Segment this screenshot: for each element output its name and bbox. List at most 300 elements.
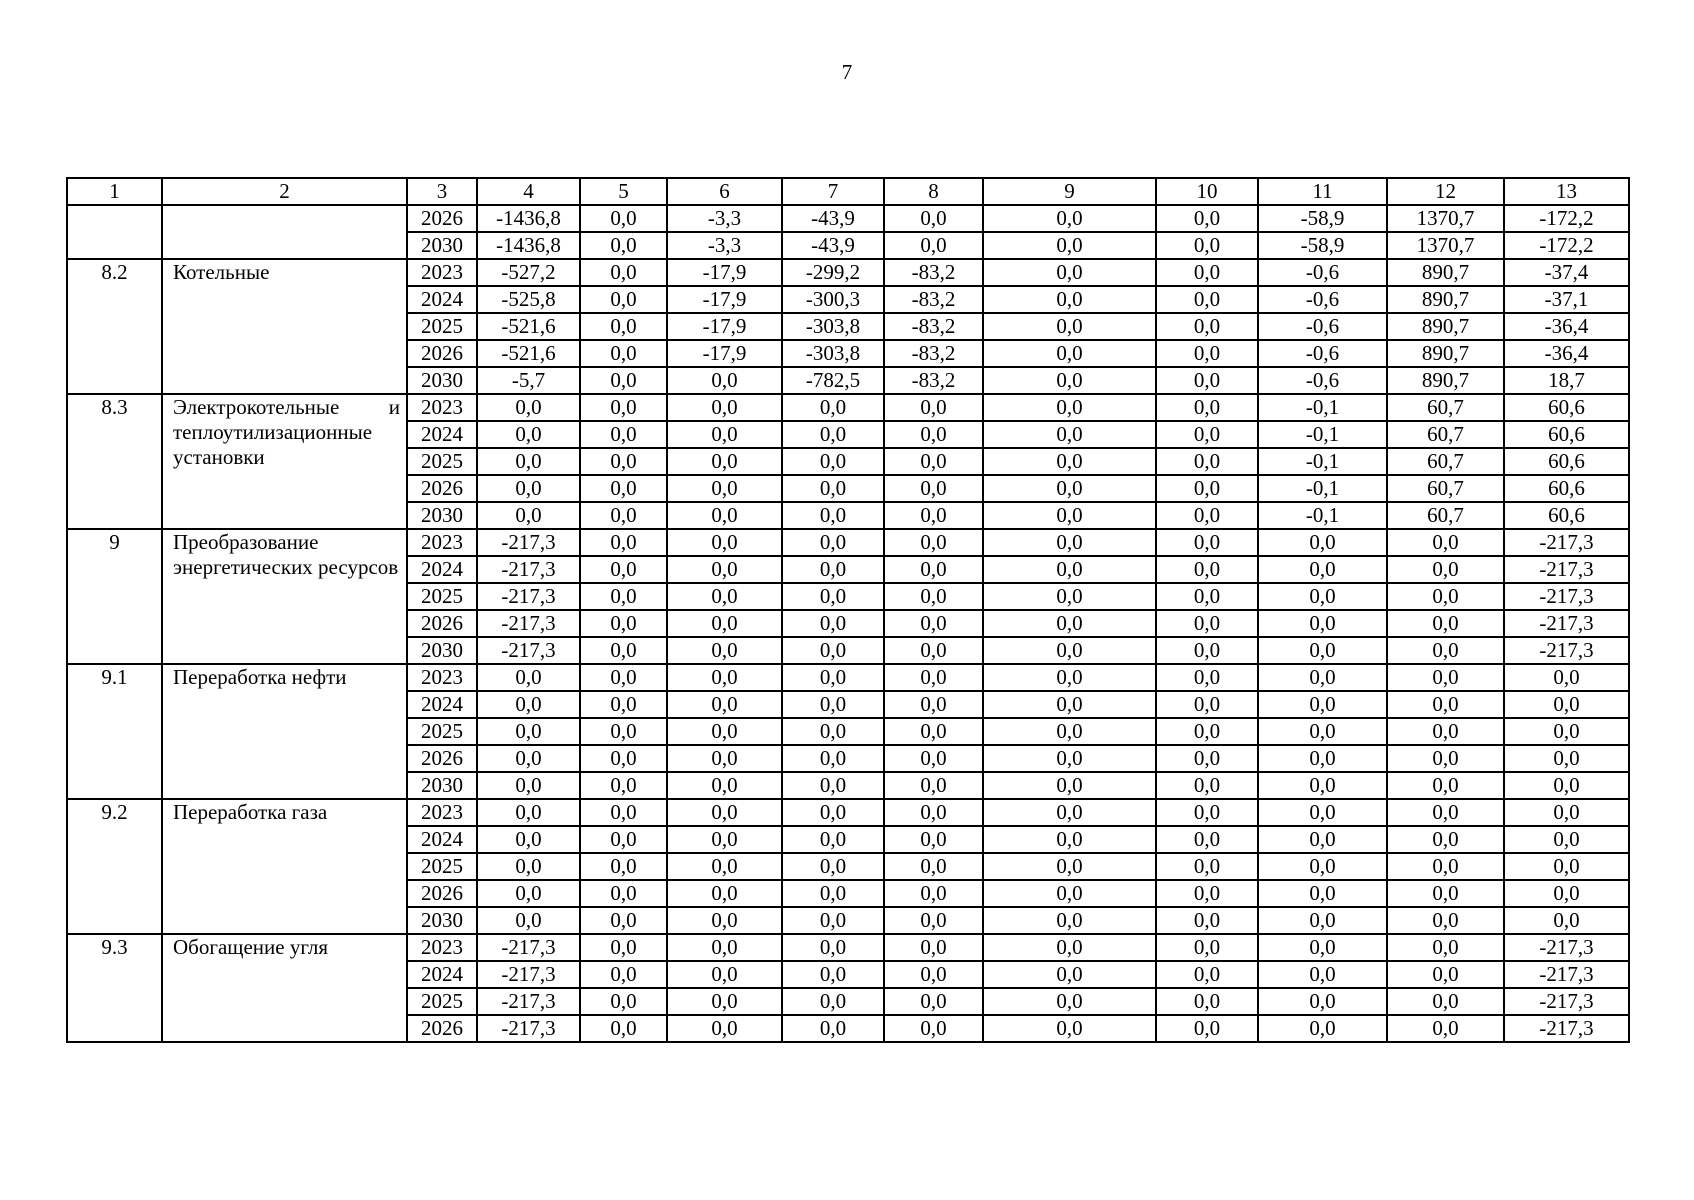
value-cell: 0,0 (782, 799, 884, 826)
value-cell: 0,0 (1258, 745, 1387, 772)
year-cell: 2025 (407, 448, 477, 475)
value-cell: 0,0 (1387, 1015, 1504, 1042)
value-cell: -0,1 (1258, 475, 1387, 502)
value-cell: -43,9 (782, 232, 884, 259)
value-cell: 0,0 (884, 907, 983, 934)
value-cell: 0,0 (1504, 772, 1629, 799)
value-cell: 0,0 (983, 286, 1156, 313)
value-cell: 0,0 (1258, 826, 1387, 853)
value-cell: -37,1 (1504, 286, 1629, 313)
value-cell: 0,0 (667, 880, 782, 907)
row-code (67, 205, 162, 259)
value-cell: 0,0 (1387, 691, 1504, 718)
value-cell: 0,0 (1504, 664, 1629, 691)
value-cell: 0,0 (782, 907, 884, 934)
value-cell: 0,0 (477, 772, 580, 799)
value-cell: -58,9 (1258, 205, 1387, 232)
row-name: Преобразование энергетических ресурсов (162, 529, 407, 664)
value-cell: 0,0 (884, 691, 983, 718)
value-cell: 0,0 (1504, 718, 1629, 745)
value-cell: 0,0 (1156, 961, 1258, 988)
value-cell: 0,0 (580, 934, 667, 961)
value-cell: -83,2 (884, 367, 983, 394)
value-cell: -17,9 (667, 259, 782, 286)
column-number-header: 4 (477, 178, 580, 205)
row-code: 9.1 (67, 664, 162, 799)
year-cell: 2024 (407, 826, 477, 853)
value-cell: -782,5 (782, 367, 884, 394)
column-number-header: 3 (407, 178, 477, 205)
value-cell: -1436,8 (477, 232, 580, 259)
value-cell: 0,0 (667, 664, 782, 691)
value-cell: -0,6 (1258, 340, 1387, 367)
value-cell: 60,7 (1387, 502, 1504, 529)
value-cell: 0,0 (1387, 961, 1504, 988)
value-cell: 0,0 (667, 745, 782, 772)
value-cell: 0,0 (983, 367, 1156, 394)
year-cell: 2025 (407, 718, 477, 745)
value-cell: 0,0 (884, 637, 983, 664)
value-cell: 0,0 (1156, 313, 1258, 340)
value-cell: 0,0 (580, 799, 667, 826)
value-cell: 0,0 (884, 394, 983, 421)
value-cell: 0,0 (983, 610, 1156, 637)
value-cell: 0,0 (983, 583, 1156, 610)
value-cell: 0,0 (1156, 826, 1258, 853)
value-cell: -83,2 (884, 313, 983, 340)
row-name: Переработка нефти (162, 664, 407, 799)
value-cell: 0,0 (1504, 691, 1629, 718)
value-cell: -58,9 (1258, 232, 1387, 259)
year-cell: 2030 (407, 502, 477, 529)
value-cell: 60,7 (1387, 421, 1504, 448)
value-cell: 0,0 (580, 286, 667, 313)
value-cell: 0,0 (983, 556, 1156, 583)
value-cell: 0,0 (1156, 718, 1258, 745)
value-cell: 0,0 (667, 529, 782, 556)
value-cell: 0,0 (983, 394, 1156, 421)
value-cell: 0,0 (983, 988, 1156, 1015)
value-cell: 0,0 (884, 529, 983, 556)
value-cell: 0,0 (580, 880, 667, 907)
value-cell: 0,0 (580, 232, 667, 259)
value-cell: 0,0 (884, 475, 983, 502)
value-cell: 0,0 (580, 745, 667, 772)
year-cell: 2026 (407, 205, 477, 232)
value-cell: 0,0 (580, 961, 667, 988)
value-cell: -217,3 (1504, 934, 1629, 961)
value-cell: 0,0 (580, 718, 667, 745)
value-cell: 0,0 (782, 664, 884, 691)
row-name (162, 205, 407, 259)
value-cell: 0,0 (983, 205, 1156, 232)
column-number-header: 10 (1156, 178, 1258, 205)
value-cell: 0,0 (782, 610, 884, 637)
value-cell: 0,0 (782, 880, 884, 907)
table-row (67, 799, 1629, 826)
value-cell: 0,0 (1156, 259, 1258, 286)
value-cell: 0,0 (667, 691, 782, 718)
value-cell: 0,0 (477, 745, 580, 772)
value-cell: 0,0 (1156, 529, 1258, 556)
year-cell: 2030 (407, 637, 477, 664)
table-row (67, 205, 1629, 232)
value-cell: 0,0 (580, 205, 667, 232)
row-code: 8.3 (67, 394, 162, 529)
value-cell: 0,0 (1156, 556, 1258, 583)
year-cell: 2026 (407, 1015, 477, 1042)
value-cell: 60,6 (1504, 448, 1629, 475)
value-cell: 0,0 (884, 799, 983, 826)
value-cell: 0,0 (667, 1015, 782, 1042)
value-cell: 0,0 (1387, 826, 1504, 853)
value-cell: 0,0 (1387, 907, 1504, 934)
value-cell: 60,6 (1504, 394, 1629, 421)
value-cell: 0,0 (782, 772, 884, 799)
value-cell: 0,0 (1156, 502, 1258, 529)
value-cell: 0,0 (580, 1015, 667, 1042)
value-cell: 0,0 (580, 637, 667, 664)
value-cell: 0,0 (782, 583, 884, 610)
value-cell: 0,0 (1387, 799, 1504, 826)
value-cell: 0,0 (580, 664, 667, 691)
value-cell: 0,0 (1156, 745, 1258, 772)
year-cell: 2025 (407, 853, 477, 880)
value-cell: 0,0 (1258, 880, 1387, 907)
value-cell: 0,0 (884, 718, 983, 745)
energy-balance-table (66, 177, 1630, 1043)
value-cell: 0,0 (1156, 421, 1258, 448)
year-cell: 2023 (407, 529, 477, 556)
value-cell: 0,0 (1258, 853, 1387, 880)
value-cell: -0,6 (1258, 313, 1387, 340)
value-cell: 0,0 (667, 610, 782, 637)
value-cell: 0,0 (884, 988, 983, 1015)
value-cell: 0,0 (884, 961, 983, 988)
value-cell: 0,0 (884, 745, 983, 772)
value-cell: 0,0 (667, 637, 782, 664)
value-cell: 0,0 (667, 961, 782, 988)
value-cell: 890,7 (1387, 313, 1504, 340)
value-cell: 0,0 (983, 772, 1156, 799)
value-cell: 0,0 (983, 718, 1156, 745)
value-cell: -217,3 (1504, 556, 1629, 583)
value-cell: 0,0 (667, 556, 782, 583)
value-cell: 0,0 (884, 880, 983, 907)
value-cell: 0,0 (884, 934, 983, 961)
value-cell: 0,0 (983, 826, 1156, 853)
value-cell: 0,0 (477, 448, 580, 475)
value-cell: 0,0 (580, 475, 667, 502)
value-cell: 0,0 (667, 853, 782, 880)
value-cell: 0,0 (477, 853, 580, 880)
value-cell: -521,6 (477, 340, 580, 367)
value-cell: -217,3 (1504, 961, 1629, 988)
value-cell: 0,0 (983, 853, 1156, 880)
value-cell: -172,2 (1504, 205, 1629, 232)
value-cell: 0,0 (580, 853, 667, 880)
value-cell: 0,0 (782, 448, 884, 475)
column-number-header: 1 (67, 178, 162, 205)
year-cell: 2025 (407, 988, 477, 1015)
year-cell: 2023 (407, 664, 477, 691)
value-cell: 0,0 (884, 853, 983, 880)
value-cell: 0,0 (1156, 583, 1258, 610)
value-cell: 0,0 (1156, 286, 1258, 313)
value-cell: 0,0 (1258, 556, 1387, 583)
value-cell: -300,3 (782, 286, 884, 313)
value-cell: 0,0 (1258, 637, 1387, 664)
value-cell: -217,3 (477, 961, 580, 988)
value-cell: 60,7 (1387, 448, 1504, 475)
value-cell: 0,0 (1156, 205, 1258, 232)
value-cell: 60,6 (1504, 421, 1629, 448)
value-cell: -17,9 (667, 286, 782, 313)
value-cell: 0,0 (983, 259, 1156, 286)
value-cell: 60,6 (1504, 502, 1629, 529)
value-cell: 0,0 (1156, 880, 1258, 907)
value-cell: 0,0 (477, 880, 580, 907)
value-cell: 0,0 (983, 961, 1156, 988)
value-cell: 0,0 (1504, 826, 1629, 853)
value-cell: 0,0 (782, 394, 884, 421)
value-cell: -303,8 (782, 340, 884, 367)
value-cell: 0,0 (884, 556, 983, 583)
value-cell: 0,0 (580, 448, 667, 475)
value-cell: 0,0 (580, 556, 667, 583)
value-cell: 0,0 (1387, 610, 1504, 637)
year-cell: 2026 (407, 475, 477, 502)
value-cell: 0,0 (983, 529, 1156, 556)
year-cell: 2030 (407, 907, 477, 934)
value-cell: 0,0 (580, 340, 667, 367)
year-cell: 2023 (407, 394, 477, 421)
value-cell: 0,0 (580, 421, 667, 448)
value-cell: 0,0 (667, 988, 782, 1015)
table-body (67, 178, 1629, 1042)
value-cell: 0,0 (1504, 880, 1629, 907)
value-cell: -217,3 (1504, 988, 1629, 1015)
value-cell: 0,0 (1387, 853, 1504, 880)
value-cell: 0,0 (1258, 529, 1387, 556)
value-cell: 0,0 (477, 907, 580, 934)
value-cell: 0,0 (1156, 691, 1258, 718)
value-cell: 0,0 (884, 583, 983, 610)
value-cell: 0,0 (580, 259, 667, 286)
value-cell: 0,0 (1258, 664, 1387, 691)
row-name: Переработка газа (162, 799, 407, 934)
value-cell: 0,0 (667, 583, 782, 610)
value-cell: 0,0 (580, 394, 667, 421)
column-number-header: 12 (1387, 178, 1504, 205)
value-cell: 0,0 (1504, 853, 1629, 880)
value-cell: 0,0 (983, 691, 1156, 718)
value-cell: 0,0 (983, 664, 1156, 691)
value-cell: -0,1 (1258, 421, 1387, 448)
value-cell: 0,0 (884, 232, 983, 259)
column-number-header: 2 (162, 178, 407, 205)
value-cell: 0,0 (884, 664, 983, 691)
value-cell: -217,3 (477, 610, 580, 637)
value-cell: 0,0 (477, 826, 580, 853)
value-cell: 0,0 (884, 205, 983, 232)
value-cell: 0,0 (667, 934, 782, 961)
value-cell: 0,0 (1258, 1015, 1387, 1042)
value-cell: 0,0 (1387, 583, 1504, 610)
value-cell: 0,0 (782, 421, 884, 448)
column-number-header: 9 (983, 178, 1156, 205)
value-cell: -217,3 (477, 556, 580, 583)
value-cell: 0,0 (1387, 934, 1504, 961)
value-cell: 0,0 (983, 1015, 1156, 1042)
value-cell: 0,0 (1258, 934, 1387, 961)
value-cell: 0,0 (782, 502, 884, 529)
value-cell: 0,0 (1258, 988, 1387, 1015)
value-cell: 0,0 (580, 529, 667, 556)
value-cell: 0,0 (983, 799, 1156, 826)
value-cell: 0,0 (477, 718, 580, 745)
value-cell: -217,3 (477, 988, 580, 1015)
value-cell: -43,9 (782, 205, 884, 232)
value-cell: 0,0 (884, 826, 983, 853)
value-cell: 0,0 (782, 529, 884, 556)
value-cell: 0,0 (1156, 988, 1258, 1015)
year-cell: 2024 (407, 556, 477, 583)
value-cell: 0,0 (667, 799, 782, 826)
value-cell: 0,0 (983, 340, 1156, 367)
value-cell: -36,4 (1504, 313, 1629, 340)
column-number-header: 7 (782, 178, 884, 205)
table-row (67, 934, 1629, 961)
value-cell: -217,3 (477, 934, 580, 961)
value-cell: 0,0 (1504, 799, 1629, 826)
value-cell: -217,3 (477, 637, 580, 664)
value-cell: -217,3 (477, 1015, 580, 1042)
value-cell: 0,0 (580, 907, 667, 934)
value-cell: -0,6 (1258, 367, 1387, 394)
value-cell: 0,0 (782, 745, 884, 772)
value-cell: 0,0 (884, 610, 983, 637)
value-cell: 0,0 (1156, 394, 1258, 421)
value-cell: 0,0 (1156, 340, 1258, 367)
value-cell: 0,0 (667, 448, 782, 475)
value-cell: 0,0 (667, 475, 782, 502)
value-cell: 60,7 (1387, 475, 1504, 502)
value-cell: 0,0 (782, 853, 884, 880)
value-cell: 0,0 (1156, 448, 1258, 475)
value-cell: 0,0 (667, 907, 782, 934)
value-cell: 0,0 (782, 826, 884, 853)
table-row (67, 259, 1629, 286)
value-cell: -3,3 (667, 232, 782, 259)
value-cell: 0,0 (884, 772, 983, 799)
page-number: 7 (841, 60, 853, 84)
value-cell: 0,0 (477, 475, 580, 502)
value-cell: 0,0 (1387, 745, 1504, 772)
value-cell: 0,0 (1156, 664, 1258, 691)
value-cell: 0,0 (983, 637, 1156, 664)
value-cell: 0,0 (1387, 637, 1504, 664)
value-cell: -217,3 (1504, 637, 1629, 664)
value-cell: 1370,7 (1387, 205, 1504, 232)
value-cell: 0,0 (983, 448, 1156, 475)
year-cell: 2026 (407, 610, 477, 637)
header-row (67, 178, 1629, 205)
value-cell: -217,3 (1504, 529, 1629, 556)
value-cell: 0,0 (782, 988, 884, 1015)
value-cell: 0,0 (1258, 718, 1387, 745)
row-code: 8.2 (67, 259, 162, 394)
value-cell: 890,7 (1387, 259, 1504, 286)
value-cell: 0,0 (782, 637, 884, 664)
value-cell: 890,7 (1387, 340, 1504, 367)
value-cell: 890,7 (1387, 286, 1504, 313)
value-cell: 0,0 (983, 502, 1156, 529)
column-number-header: 5 (580, 178, 667, 205)
value-cell: 0,0 (580, 502, 667, 529)
value-cell: -527,2 (477, 259, 580, 286)
value-cell: -525,8 (477, 286, 580, 313)
value-cell: 0,0 (1156, 934, 1258, 961)
value-cell: 0,0 (667, 826, 782, 853)
value-cell: 0,0 (782, 934, 884, 961)
value-cell: 0,0 (580, 583, 667, 610)
value-cell: 0,0 (1156, 799, 1258, 826)
value-cell: 0,0 (1156, 637, 1258, 664)
value-cell: 1370,7 (1387, 232, 1504, 259)
value-cell: 0,0 (1156, 367, 1258, 394)
year-cell: 2023 (407, 259, 477, 286)
value-cell: -1436,8 (477, 205, 580, 232)
year-cell: 2025 (407, 583, 477, 610)
value-cell: 0,0 (983, 475, 1156, 502)
value-cell: -303,8 (782, 313, 884, 340)
value-cell: -36,4 (1504, 340, 1629, 367)
table-row (67, 529, 1629, 556)
year-cell: 2030 (407, 232, 477, 259)
value-cell: 0,0 (983, 934, 1156, 961)
value-cell: 0,0 (1387, 772, 1504, 799)
value-cell: -0,1 (1258, 394, 1387, 421)
year-cell: 2024 (407, 286, 477, 313)
value-cell: -521,6 (477, 313, 580, 340)
year-cell: 2030 (407, 772, 477, 799)
value-cell: 0,0 (667, 421, 782, 448)
value-cell: -3,3 (667, 205, 782, 232)
value-cell: 0,0 (477, 691, 580, 718)
value-cell: 0,0 (884, 421, 983, 448)
value-cell: -217,3 (1504, 583, 1629, 610)
table-row (67, 394, 1629, 421)
value-cell: 0,0 (1504, 907, 1629, 934)
value-cell: -17,9 (667, 340, 782, 367)
column-number-header: 13 (1504, 178, 1629, 205)
value-cell: -217,3 (1504, 1015, 1629, 1042)
value-cell: -83,2 (884, 340, 983, 367)
value-cell: 0,0 (580, 691, 667, 718)
value-cell: 0,0 (580, 610, 667, 637)
value-cell: 0,0 (884, 448, 983, 475)
year-cell: 2025 (407, 313, 477, 340)
value-cell: 0,0 (580, 772, 667, 799)
year-cell: 2026 (407, 340, 477, 367)
value-cell: 0,0 (1156, 1015, 1258, 1042)
value-cell: 0,0 (782, 691, 884, 718)
value-cell: 0,0 (1504, 745, 1629, 772)
value-cell: 0,0 (1387, 988, 1504, 1015)
value-cell: 890,7 (1387, 367, 1504, 394)
value-cell: 0,0 (667, 502, 782, 529)
